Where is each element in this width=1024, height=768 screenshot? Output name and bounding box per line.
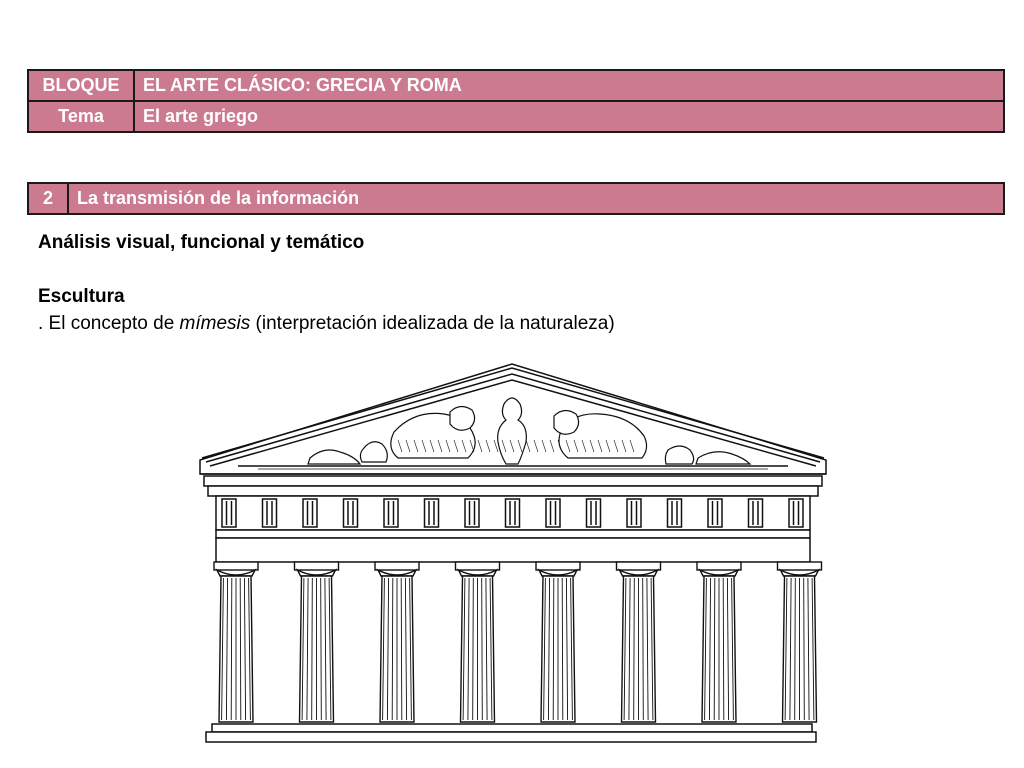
temple-columns (214, 562, 822, 722)
column (456, 562, 500, 722)
bloque-value: EL ARTE CLÁSICO: GRECIA Y ROMA (134, 70, 1004, 101)
mimesis-bullet (38, 310, 978, 337)
section-number: 2 (28, 183, 68, 214)
tema-value: El arte griego (134, 101, 1004, 132)
bloque-row (28, 70, 1004, 101)
section-table (27, 182, 1005, 215)
column (617, 562, 661, 722)
triglyph (425, 499, 439, 527)
sculpture-subheading: Escultura (38, 286, 125, 307)
triglyph (587, 499, 601, 527)
column (375, 562, 419, 722)
triglyph (708, 499, 722, 527)
bullet-suffix: (interpretación idealizada de la naturaleza) (250, 313, 615, 334)
triglyph (344, 499, 358, 527)
tema-row (28, 101, 1004, 132)
column (295, 562, 339, 722)
triglyph (303, 499, 317, 527)
triglyph (506, 499, 520, 527)
triglyph (384, 499, 398, 527)
triglyph (627, 499, 641, 527)
tema-label: Tema (28, 101, 134, 132)
column (778, 562, 822, 722)
bullet-prefix: . El concepto de (38, 313, 180, 334)
stylobate (206, 724, 816, 742)
frieze-triglyphs (222, 499, 803, 527)
analysis-heading: Análisis visual, funcional y temático (38, 232, 365, 253)
triglyph (465, 499, 479, 527)
mimesis-term: mímesis (179, 313, 251, 334)
column (697, 562, 741, 722)
entablature (204, 476, 822, 562)
triglyph (546, 499, 560, 527)
column (536, 562, 580, 722)
bloque-table (27, 69, 1005, 133)
triglyph (222, 499, 236, 527)
triglyph (668, 499, 682, 527)
greek-temple-facade-icon (198, 362, 828, 747)
section-row (28, 183, 1004, 214)
triglyph (789, 499, 803, 527)
content-text (38, 229, 978, 337)
sculpture-figure (450, 406, 475, 430)
triglyph (263, 499, 277, 527)
bloque-label: BLOQUE (28, 70, 134, 101)
triglyph (749, 499, 763, 527)
column (214, 562, 258, 722)
section-title: La transmisión de la información (68, 183, 1004, 214)
sculpture-figure (554, 410, 579, 434)
